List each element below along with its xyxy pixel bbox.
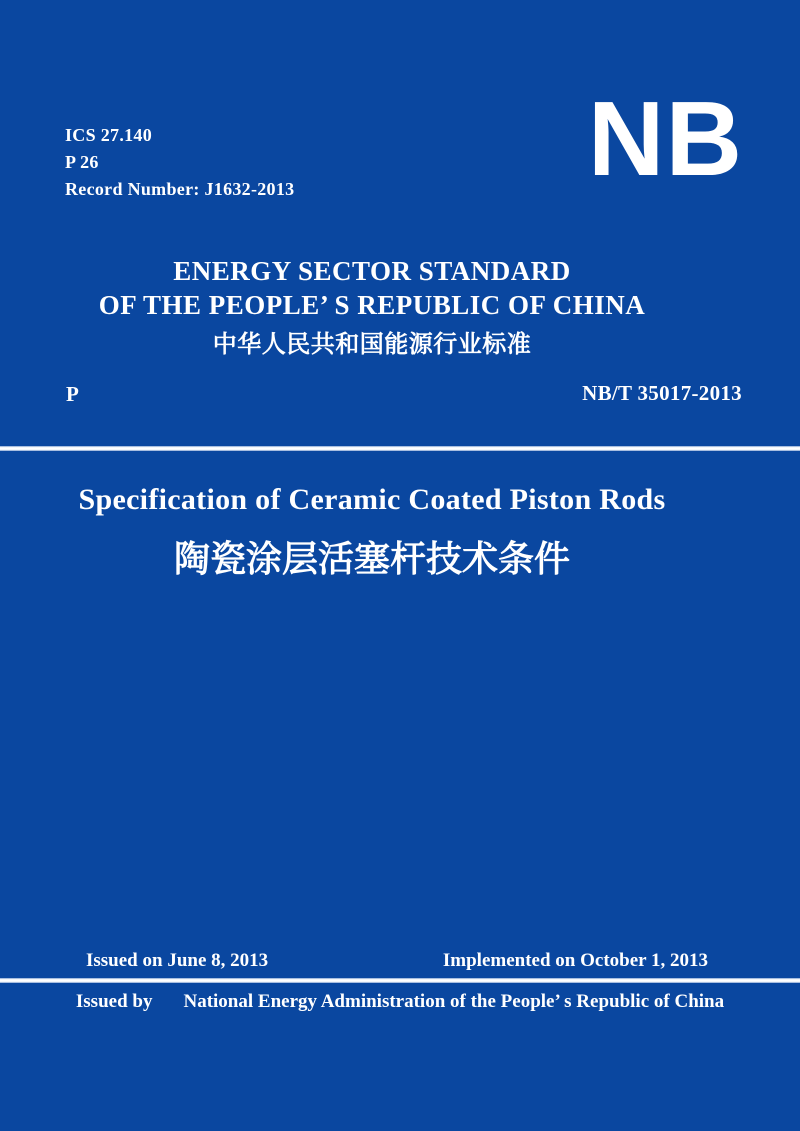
title-english: Specification of Ceramic Coated Piston Rods [78,483,666,516]
record-number: Record Number: J1632-2013 [65,179,295,199]
class-letter: P [66,382,79,406]
standard-heading-chinese: 中华人民共和国能源行业标准 [212,331,532,358]
standard-heading [0,254,744,363]
standard-number: NB/T 35017-2013 [582,381,742,405]
standard-heading-line2: OF THE PEOPLE’ S REPUBLIC OF CHINA [98,290,646,320]
nb-logo: NB [587,80,743,198]
issued-by-label: Issued by [75,991,153,1012]
standard-heading-line1: ENERGY SECTOR STANDARD [173,256,571,286]
issuer-row [0,991,800,1013]
classification-codes [65,122,294,203]
ics-code: ICS 27.140 [65,125,153,145]
divider-bottom [0,978,800,983]
china-class-code: P 26 [65,152,99,172]
divider-top [0,446,800,451]
issuer-name: National Energy Administration of the People’ s Republic of China [183,991,725,1012]
issued-date: Issued on June 8, 2013 [86,950,269,971]
title-chinese: 陶瓷涂层活塞杆技术条件 [173,539,570,579]
implemented-date: Implemented on October 1, 2013 [442,950,708,971]
title-block [0,480,744,581]
